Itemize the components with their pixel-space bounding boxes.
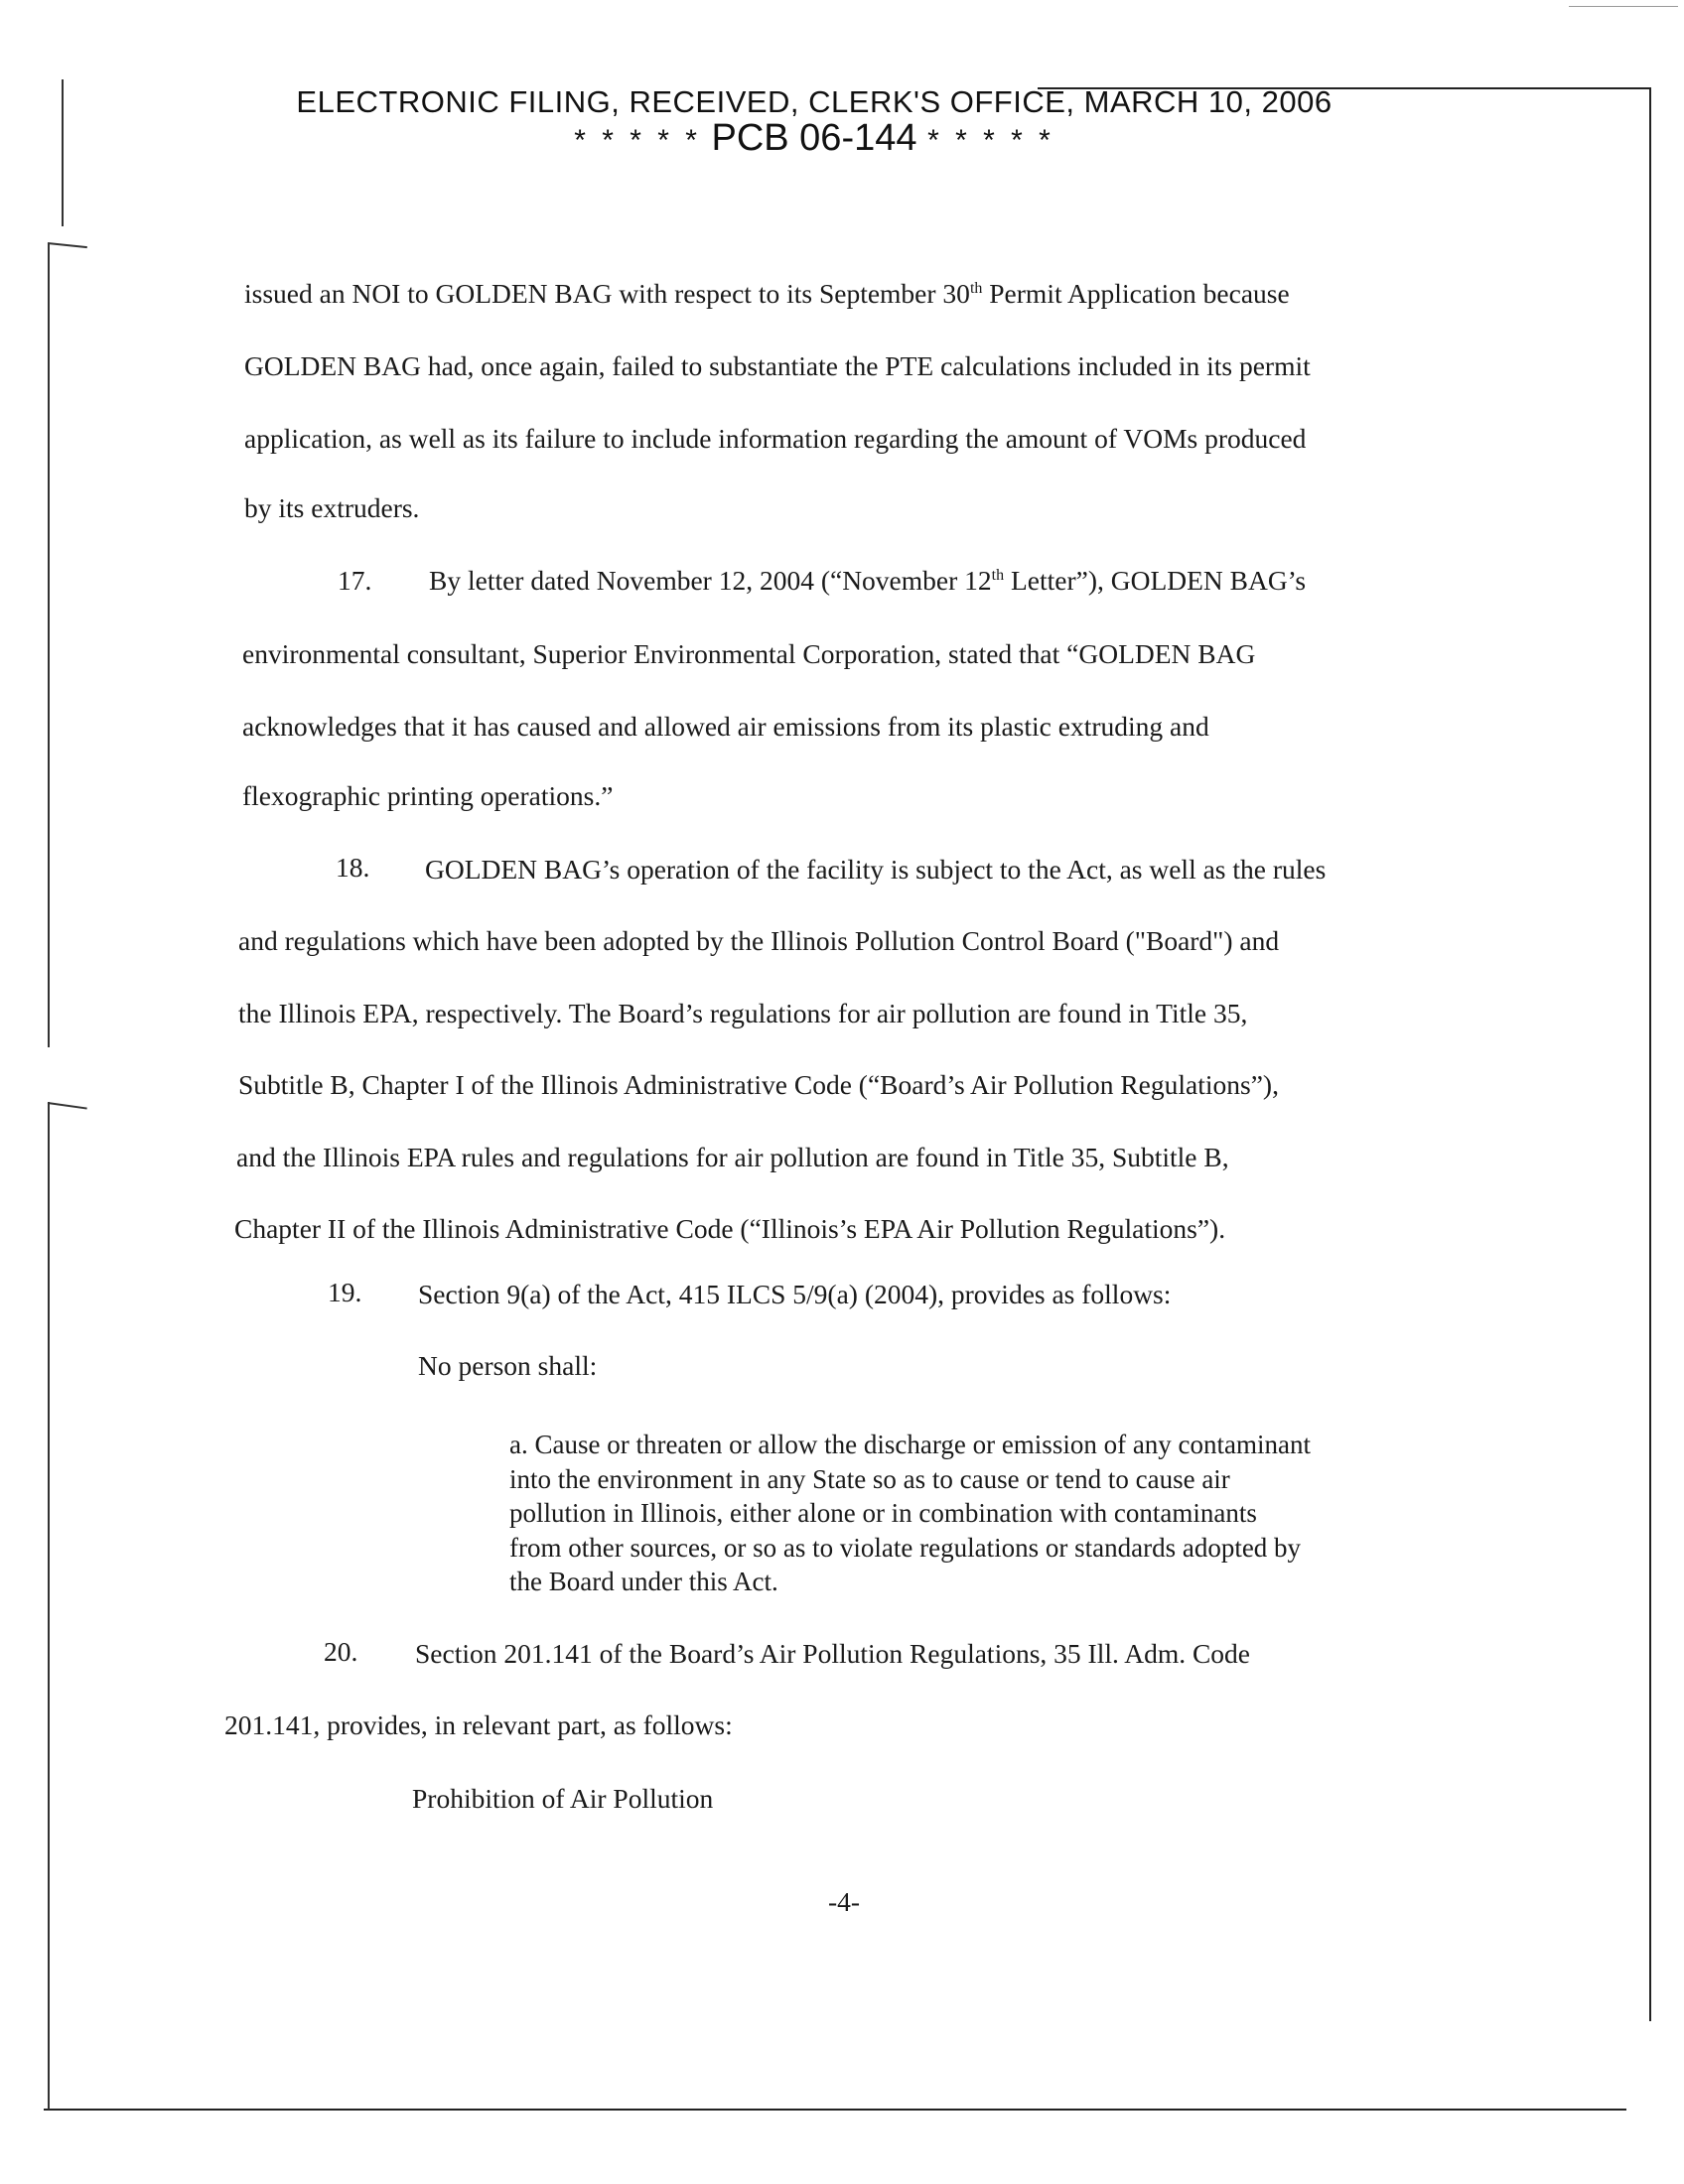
paragraph-line: Section 9(a) of the Act, 415 ILCS 5/9(a) (2004), provides as follows: bbox=[418, 1279, 1172, 1309]
scan-edge-mark bbox=[1569, 6, 1678, 7]
paragraph-number: 19. bbox=[328, 1277, 362, 1307]
quote-line: a. Cause or threaten or allow the discharge or emission of any contaminant bbox=[509, 1430, 1312, 1459]
paragraph-line: flexographic printing operations.” bbox=[242, 780, 614, 811]
paragraph-line: and the Illinois EPA rules and regulations for air pollution are found in Title 35, Subtitle B, bbox=[236, 1142, 1229, 1172]
scan-left-edge bbox=[62, 79, 64, 226]
paragraph-line: acknowledges that it has caused and allowed air emissions from its plastic extruding and bbox=[242, 711, 1209, 742]
paragraph-number: 18. bbox=[336, 852, 370, 883]
scan-edge-tick bbox=[48, 242, 87, 248]
paragraph-line: issued an NOI to GOLDEN BAG with respect to its September 30th Permit Application because bbox=[244, 278, 1290, 309]
paragraph-line: the Illinois EPA, respectively. The Board’s regulations for air pollution are found in Title 35, bbox=[238, 998, 1248, 1028]
scan-border-right bbox=[1649, 87, 1651, 2021]
quote-line: from other sources, or so as to violate regulations or standards adopted by bbox=[509, 1532, 1302, 1563]
paragraph-line: and regulations which have been adopted by the Illinois Pollution Control Board ("Board") and bbox=[238, 925, 1280, 956]
case-number: PCB 06-144 bbox=[711, 117, 917, 159]
paragraph-line: GOLDEN BAG’s operation of the facility is subject to the Act, as well as the rules bbox=[425, 854, 1327, 885]
paragraph-line: Section 201.141 of the Board’s Air Pollution Regulations, 35 Ill. Adm. Code bbox=[415, 1638, 1251, 1669]
paragraph-line: by its extruders. bbox=[244, 492, 420, 523]
scan-left-edge bbox=[48, 1102, 50, 2110]
paragraph-number: 17. bbox=[338, 565, 372, 596]
statute-quote bbox=[509, 1428, 1482, 1599]
scan-border-bottom bbox=[44, 2109, 1626, 2111]
quote-line: the Board under this Act. bbox=[509, 1567, 778, 1596]
case-line bbox=[248, 119, 1380, 160]
paragraph-line: By letter dated November 12, 2004 (“November 12th Letter”), GOLDEN BAG’s bbox=[429, 565, 1307, 596]
paragraph-line: Subtitle B, Chapter I of the Illinois Administrative Code (“Board’s Air Pollution Regulations”), bbox=[238, 1069, 1279, 1100]
paragraph-line: GOLDEN BAG had, once again, failed to substantiate the PTE calculations included in its permit bbox=[244, 350, 1311, 381]
paragraph-line: Chapter II of the Illinois Administrative Code (“Illinois’s EPA Air Pollution Regulations”). bbox=[234, 1213, 1226, 1244]
filing-line: ELECTRONIC FILING, RECEIVED, CLERK'S OFFICE, MARCH 10, 2006 bbox=[296, 84, 1333, 119]
stars-left: * * * * * bbox=[574, 124, 701, 157]
paragraph-line: application, as well as its failure to include information regarding the amount of VOMs produced bbox=[244, 423, 1307, 454]
paragraph-line: environmental consultant, Superior Environmental Corporation, stated that “GOLDEN BAG bbox=[242, 638, 1256, 669]
scan-left-edge bbox=[48, 243, 50, 1047]
paragraph-line: No person shall: bbox=[418, 1350, 598, 1381]
paragraph-line: 201.141, provides, in relevant part, as follows: bbox=[224, 1709, 733, 1740]
paragraph-number: 20. bbox=[324, 1636, 358, 1667]
scan-edge-tick bbox=[48, 1102, 87, 1110]
filing-stamp bbox=[248, 85, 1380, 160]
quote-line: pollution in Illinois, either alone or in combination with contaminants bbox=[509, 1498, 1257, 1528]
quote-line: into the environment in any State so as to cause or tend to cause air bbox=[509, 1463, 1230, 1494]
quote-heading: Prohibition of Air Pollution bbox=[412, 1783, 714, 1814]
page-number: -4- bbox=[827, 1886, 861, 1917]
stars-right: * * * * * bbox=[927, 124, 1054, 157]
